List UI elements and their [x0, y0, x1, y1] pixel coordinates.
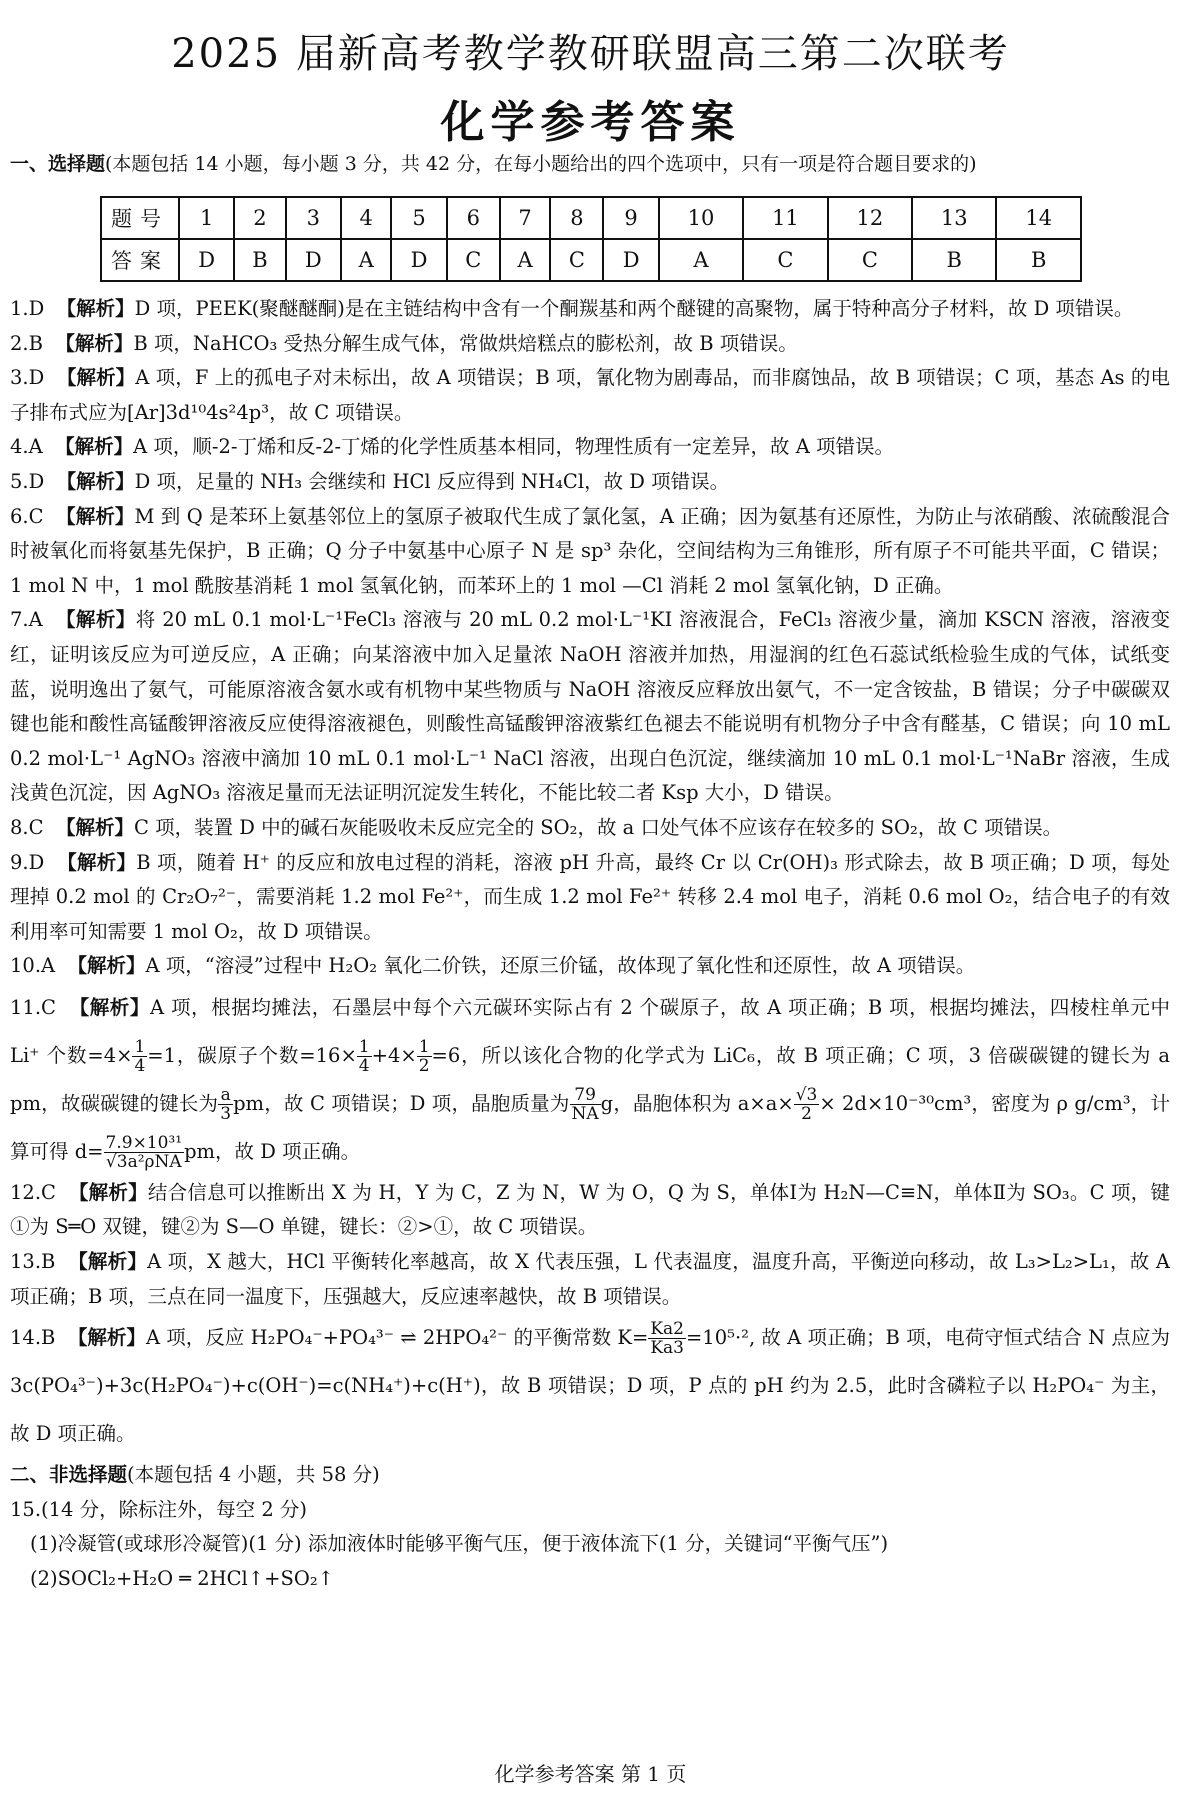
item-number: 3.D	[10, 366, 45, 390]
explanation-item: 14.B 【解析】A 项，反应 H₂PO₄⁻+PO₄³⁻ ⇌ 2HPO₄²⁻ 的平衡常数 K= $\frac{Ka2}{Ka3}$ =10⁵·², 故 A 项正确；B 项，电荷守恒式结合 N 点应为 3c(PO₄³⁻)+3c(H₂PO₄⁻)+c(OH⁻)=c(NH₄⁺)+c(H⁺)，故 B 项错误；D 项，P 点的 pH 约为 2.5，此时含磷粒子以 H₂PO₄⁻ 为主，故 D 项正确。	[10, 1319, 1170, 1446]
item-number: 10.A	[10, 954, 56, 978]
question-number: 11	[743, 197, 827, 239]
explanation-item	[10, 465, 1170, 500]
explanation-item	[10, 1176, 1170, 1245]
item-text: A 项，F 上的孤电子对未标出，故 A 项错误；B 项，氰化物为剧毒品，而非腐蚀品，故 B 项错误；C 项，基态 As 的电子排布式应为[Ar]3d¹⁰4s²4p³，故 C 项错误。	[10, 366, 1170, 424]
item-number: 9.D	[10, 850, 45, 874]
explanation-item	[10, 430, 1170, 465]
item-text: 结合信息可以推断出 X 为 H，Y 为 C，Z 为 N，W 为 O，Q 为 S，单体Ⅰ为 H₂N—C≡N，单体Ⅱ为 SO₃。C 项，键①为 S═O 双键，键②为 S—O 单键，键长：②>①，故 C 项错误。	[10, 1180, 1170, 1239]
item-text: A 项，根据均摊法，石墨层中每个六元碳环实际占有 2 个碳原子，故 A 项正确；B 项，根据均摊法，四棱柱单元中 Li⁺ 个数=4×	[10, 995, 1170, 1067]
section-2-heading	[10, 1458, 1170, 1493]
explanation-item	[10, 603, 1170, 811]
explanation-item	[10, 846, 1170, 950]
section-2-title: 二、非选择题	[10, 1463, 128, 1487]
item-text: 将 20 mL 0.1 mol·L⁻¹FeCl₃ 溶液与 20 mL 0.2 mol·L⁻¹KI 溶液混合，FeCl₃ 溶液少量，滴加 KSCN 溶液，溶液变红，证明该反应为可逆反应，A 正确；向某溶液中加入足量浓 NaOH 溶液并加热，用湿润的红色石蕊试纸检验生成的气体，试纸变蓝，说明逸出了氨气，可能原溶液含氨水或有机物中某些物质与 NaOH 溶液反应释放出氨气，不一定含铵盐，B 错误；分子中碳碳双键也能和酸性高锰酸钾溶液反应使得溶液褪色，则酸性高锰酸钾溶液紫红色褪去不能说明有机物分子中含有醛基，C 错误；向 10 mL 0.2 mol·L⁻¹ AgNO₃ 溶液中滴加 10 mL 0.1 mol·L⁻¹ NaCl 溶液，出现白色沉淀，继续滴加 10 mL 0.1 mol·L⁻¹NaBr 溶液，生成浅黄色沉淀，因 AgNO₃ 溶液足量而无法证明沉淀发生转化，不能比较二者 Ksp 大小，D 错误。	[10, 608, 1170, 805]
item-text: B 项，随着 H⁺ 的反应和放电过程的消耗，溶液 pH 升高，最终 Cr 以 Cr(OH)₃ 形式除去，故 B 项正确；D 项，每处理掉 0.2 mol 的 Cr₂O₇²⁻，需要消耗 1.2 mol Fe²⁺，而生成 1.2 mol Fe²⁺ 转移 2.4 mol 电子，消耗 0.6 mol O₂，结合电子的有效利用率可知需要 1 mol O₂，故 D 项错误。	[10, 850, 1170, 943]
item-text: C 项，装置 D 中的碱石灰能吸收未反应完全的 SO₂，故 a 口处气体不应该存在较多的 SO₂，故 C 项错误。	[133, 815, 1063, 839]
question-number: 1	[179, 197, 234, 239]
explanation-item	[10, 949, 1170, 984]
fraction: $\frac{\text{7.9×10³¹}}{\text{√3a²ρNA}}$	[105, 1132, 183, 1172]
item-number: 12.C	[10, 1180, 56, 1204]
answer-cell: B	[996, 239, 1081, 281]
answer-cell: B	[234, 239, 285, 281]
page-subtitle: 化学参考答案	[440, 97, 741, 148]
fraction: $\frac{1}{2}$	[418, 1036, 430, 1076]
answer-cell: C	[828, 239, 912, 281]
item-number: 1.D	[10, 297, 45, 320]
fraction: $\frac{Ka2}{Ka3}$	[650, 1319, 684, 1359]
item-number: 6.C	[10, 504, 44, 528]
item-number: 8.C	[10, 815, 44, 839]
analysis-tag: 【解析】	[68, 1180, 148, 1204]
analysis-tag: 【解析】	[55, 608, 136, 632]
question-number: 14	[996, 197, 1081, 239]
answer-cell: C	[743, 239, 827, 281]
explanation-item	[10, 327, 1170, 362]
item-text: A 项，反应 H₂PO₄⁻+PO₄³⁻ ⇌ 2HPO₄²⁻ 的平衡常数 K=	[145, 1326, 649, 1350]
question-number: 8	[550, 197, 603, 239]
question-number: 12	[828, 197, 912, 239]
question-number: 6	[447, 197, 500, 239]
question-number: 2	[234, 197, 285, 239]
q15-line-2: (2)SOCl₂+H₂O ═ 2HCl↑+SO₂↑	[30, 1567, 334, 1591]
q15-line-1: (1)冷凝管(或球形冷凝管)(1 分) 添加液体时能够平衡气压，便于液体流下(1 分，关键词“平衡气压”)	[30, 1532, 889, 1556]
item-number: 7.A	[10, 608, 43, 632]
explanation-item: 11.C 【解析】A 项，根据均摊法，石墨层中每个六元碳环实际占有 2 个碳原子，故 A 项正确；B 项，根据均摊法，四棱柱单元中 Li⁺ 个数=4× $\frac{1}{4}$ =1，碳原子个数=16× $\frac{1}{4}$ +4× $\frac{1}{2}$ =6，所以该化合物的化学式为 LiC₆，故 B 项正确；C 项，3 倍碳碳键的键长为 a pm，故碳碳键的键长为 $\frac{a}{3}$ pm，故 C 项错误；D 项，晶胞质量为 $\frac{79}{NA}$ g，晶胞体积为 a×a× $\frac{√3}{2}$ × 2d×10⁻³⁰cm³，密度为 ρ g/cm³，计算可得 d= $\frac{\text{7.9×10³¹}}{\text{√3a²ρNA}}$ pm，故 D 项正确。	[10, 995, 1170, 1172]
analysis-tag: 【解析】	[68, 1250, 148, 1274]
number-row-label: 题号	[101, 197, 179, 239]
item-text: D 项，足量的 NH₃ 会继续和 HCl 反应得到 NH₄Cl，故 D 项错误。	[134, 469, 730, 493]
question-number: 10	[659, 197, 743, 239]
fraction: $\frac{79}{NA}$	[571, 1084, 599, 1124]
analysis-tag: 【解析】	[56, 469, 135, 493]
fraction: $\frac{1}{4}$	[134, 1036, 146, 1076]
fraction: $\frac{1}{4}$	[358, 1036, 370, 1076]
question-number: 4	[341, 197, 391, 239]
question-number: 7	[500, 197, 550, 239]
explanation-item	[10, 361, 1170, 430]
analysis-tag: 【解析】	[67, 954, 146, 978]
question-number: 3	[286, 197, 341, 239]
section-1-title: 一、选择题	[10, 153, 106, 175]
item-text: A 项，“溶浸”过程中 H₂O₂ 氧化二价铁，还原三价锰，故体现了氧化性和还原性，故 A 项错误。	[145, 954, 976, 978]
analysis-tag: 【解析】	[67, 1326, 146, 1350]
item-text: D 项，PEEK(聚醚醚酮)是在主链结构中含有一个酮羰基和两个醚键的高聚物，属于特种高分子材料，故 D 项错误。	[134, 297, 1134, 320]
answer-cell: D	[286, 239, 341, 281]
analysis-tag: 【解析】	[55, 331, 134, 355]
answer-cell: B	[912, 239, 996, 281]
item-number: 13.B	[10, 1250, 56, 1274]
explanations	[10, 292, 1170, 1597]
analysis-tag: 【解析】	[55, 435, 134, 459]
question-number: 13	[912, 197, 996, 239]
answer-table-number-row	[101, 197, 1081, 239]
explanation-item	[10, 292, 1170, 327]
analysis-tag: 【解析】	[56, 297, 135, 320]
item-text: A 项，X 越大，HCl 平衡转化率越高，故 X 代表压强，L 代表温度，温度升高，平衡逆向移动，故 L₃>L₂>L₁，故 A 项正确；B 项，三点在同一温度下，压强越大，反应速率越快，故 B 项错误。	[10, 1250, 1170, 1308]
explanation-item	[10, 1245, 1170, 1314]
item-text: B 项，NaHCO₃ 受热分解生成气体，常做烘焙糕点的膨松剂，故 B 项错误。	[133, 331, 798, 355]
answer-cell: A	[500, 239, 550, 281]
q15-heading: 15.(14 分，除标注外，每空 2 分)	[10, 1497, 308, 1521]
item-text: M 到 Q 是苯环上氨基邻位上的氢原子被取代生成了氯化氢，A 正确；因为氨基有还原性，为防止与浓硝酸、浓硫酸混合时被氧化而将氨基先保护，B 正确；Q 分子中氨基中心原子 N 是 sp³ 杂化，空间结构为三角锥形，所有原子不可能共平面，C 错误；1 mol N 中，1 mol 酰胺基消耗 1 mol 氢氧化钠，而苯环上的 1 mol —Cl 消耗 2 mol 氢氧化钠，D 正确。	[10, 504, 1170, 597]
question-number: 9	[603, 197, 658, 239]
answer-cell: C	[447, 239, 500, 281]
page-footer: 化学参考答案 第 1 页	[494, 1762, 687, 1786]
answer-cell: A	[341, 239, 391, 281]
explanation-item	[10, 811, 1170, 846]
answer-cell: D	[179, 239, 234, 281]
answer-cell: C	[550, 239, 603, 281]
explanation-item	[10, 500, 1170, 604]
fraction: $\frac{√3}{2}$	[795, 1084, 818, 1124]
section-1-note: (本题包括 14 小题，每小题 3 分，共 42 分，在每小题给出的四个选项中，只有一项是符合题目要求的)	[105, 153, 977, 175]
item-number: 5.D	[10, 469, 45, 493]
answer-cell: A	[659, 239, 743, 281]
item-number: 2.B	[10, 331, 43, 355]
fraction: $\frac{a}{3}$	[220, 1084, 232, 1124]
analysis-tag: 【解析】	[56, 366, 136, 390]
analysis-tag: 【解析】	[56, 504, 135, 528]
question-number: 5	[391, 197, 446, 239]
answer-table	[100, 196, 1082, 282]
item-text: A 项，顺-2-丁烯和反-2-丁烯的化学性质基本相同，物理性质有一定差异，故 A 项错误。	[133, 435, 895, 459]
item-number: 4.A	[10, 435, 43, 459]
section-1-heading	[10, 150, 977, 178]
answer-cell: D	[391, 239, 446, 281]
answer-cell: D	[603, 239, 658, 281]
analysis-tag: 【解析】	[55, 815, 134, 839]
analysis-tag: 【解析】	[69, 995, 151, 1019]
analysis-tag: 【解析】	[57, 850, 137, 874]
section-2-note: (本题包括 4 小题，共 58 分)	[127, 1463, 380, 1487]
item-number: 14.B	[10, 1326, 56, 1350]
item-number: 11.C	[10, 995, 56, 1019]
answer-row-label: 答案	[101, 239, 179, 281]
page-title: 2025 届新高考教学教研联盟高三第二次联考	[171, 31, 1010, 77]
answer-table-answer-row	[101, 239, 1081, 281]
